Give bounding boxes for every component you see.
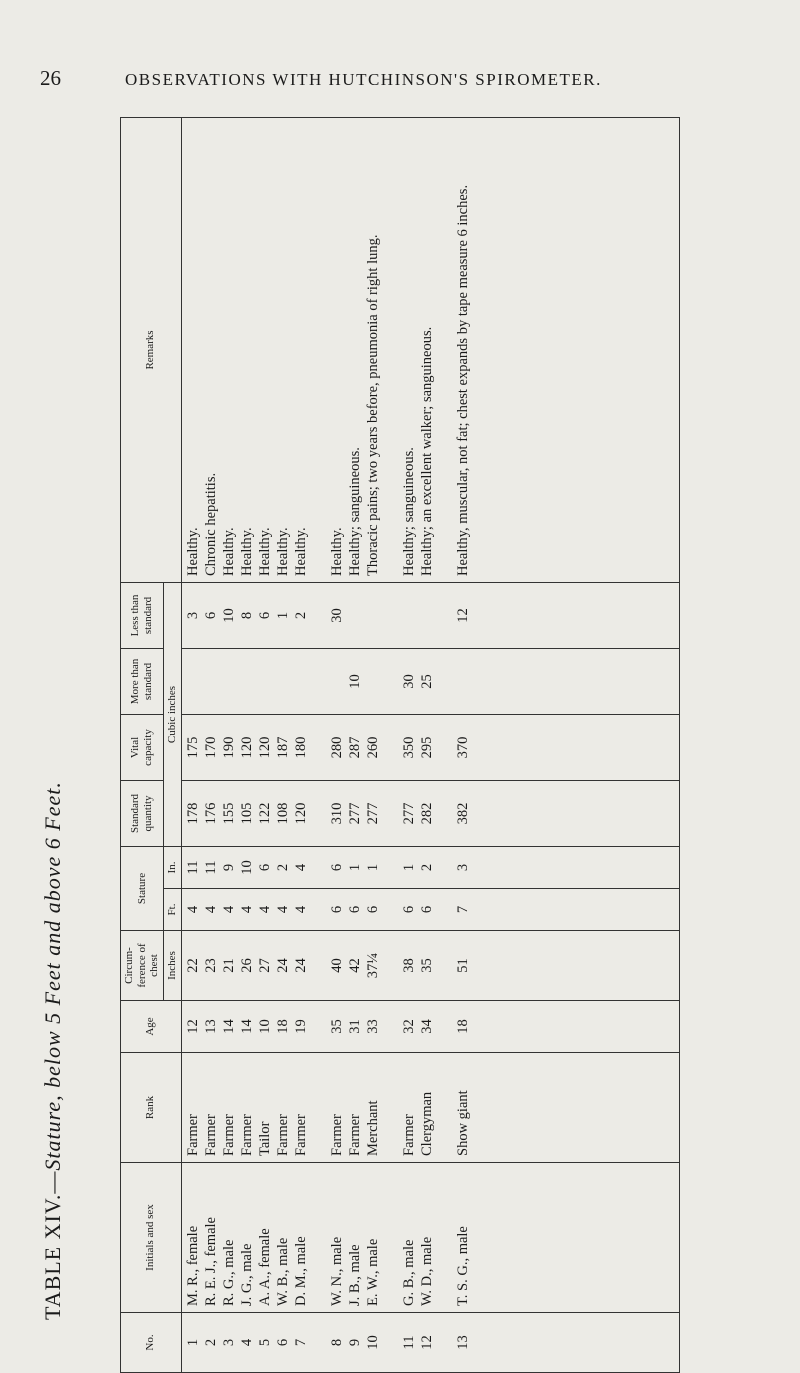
group-gap [310, 1319, 328, 1366]
cell-rank: Show giant [454, 1090, 471, 1156]
cell-more: 25 [418, 674, 435, 689]
cell-more [202, 655, 220, 708]
cell-initials: T. S. G., male [454, 1226, 471, 1306]
group-gap [382, 589, 400, 642]
cell-age: 33 [364, 1019, 381, 1034]
cell-vital: 260 [364, 736, 381, 759]
cell-more [364, 655, 382, 708]
cell-less [346, 589, 364, 642]
col-stature-in [181, 846, 679, 888]
cell-initials: D. M., male [292, 1236, 309, 1306]
cell-initials: E. W., male [364, 1238, 381, 1306]
cell-age: 12 [184, 1019, 201, 1034]
cell-standard: 382 [454, 802, 471, 825]
cell-no: 10 [364, 1335, 381, 1350]
cell-initials: R. G., male [220, 1239, 237, 1306]
cell-stature_ft: 4 [220, 905, 237, 914]
unit-inches: Inches [163, 931, 181, 1001]
cell-less: 1 [274, 611, 291, 620]
cell-less: 12 [454, 608, 471, 623]
col-age [181, 1001, 679, 1053]
cell-stature_ft: 7 [454, 905, 471, 914]
cell-standard: 282 [418, 802, 435, 825]
header-age: Age [121, 1001, 182, 1053]
header-more-than-standard: More than standard [121, 648, 164, 714]
cell-initials: R. E. J., female [202, 1217, 219, 1306]
cell-less [364, 589, 382, 642]
col-circumference [181, 931, 679, 1001]
cell-rank: Farmer [346, 1114, 363, 1156]
cell-standard: 105 [238, 802, 255, 825]
cell-stature_in: 11 [184, 860, 201, 875]
cell-stature_in: 9 [220, 863, 237, 872]
cell-stature_in: 1 [400, 863, 417, 872]
cell-standard: 277 [400, 802, 417, 825]
unit-in: In. [163, 846, 181, 888]
header-less-than-standard: Less than standard [121, 582, 164, 648]
cell-rank: Farmer [400, 1114, 417, 1156]
group-gap [310, 1169, 328, 1306]
cell-remarks: Healthy. [328, 527, 345, 576]
unit-ft: Ft. [163, 889, 181, 931]
cell-rank: Farmer [238, 1114, 255, 1156]
cell-circumference: 23 [202, 958, 219, 973]
cell-remarks: Healthy. [256, 527, 273, 576]
cell-stature_ft: 4 [238, 905, 255, 914]
cell-rank: Farmer [328, 1114, 345, 1156]
cell-less: 3 [184, 611, 201, 620]
col-stature-ft [181, 889, 679, 931]
group-gap [310, 589, 328, 642]
cell-stature_in: 2 [274, 863, 291, 872]
cell-more [274, 655, 292, 708]
col-less [181, 582, 679, 648]
cell-initials: W. B., male [274, 1237, 291, 1306]
page-header [0, 66, 800, 92]
cell-no: 3 [220, 1338, 237, 1347]
cell-less: 10 [220, 608, 237, 623]
cell-circumference: 37¼ [364, 952, 381, 979]
cell-stature_ft: 4 [274, 905, 291, 914]
cell-standard: 120 [292, 802, 309, 825]
header-initials: Initials and sex [121, 1163, 182, 1313]
group-gap [436, 787, 454, 840]
rotated-table-container [120, 118, 680, 1373]
cell-stature_in: 6 [328, 863, 345, 872]
cell-standard: 277 [346, 802, 363, 825]
cell-age: 35 [328, 1019, 345, 1034]
group-gap [436, 937, 454, 994]
cell-remarks: Healthy. [220, 527, 237, 576]
cell-rank: Farmer [220, 1114, 237, 1156]
cell-remarks: Healthy; sanguineous. [346, 447, 363, 576]
cell-age: 18 [454, 1019, 471, 1034]
table-title-text: Stature, below 5 Feet and above 6 Feet. [40, 781, 65, 1171]
header-vital-capacity: Vital capacity [121, 714, 164, 780]
cell-remarks: Healthy. [184, 527, 201, 576]
cell-circumference: 27 [256, 958, 273, 973]
group-gap [310, 1059, 328, 1156]
group-gap [436, 589, 454, 642]
group-gap [310, 655, 328, 708]
col-no [181, 1313, 679, 1373]
cell-no: 7 [292, 1338, 309, 1347]
group-gap [382, 721, 400, 774]
cell-less [418, 589, 436, 642]
cell-vital: 180 [292, 736, 309, 759]
cell-circumference: 26 [238, 958, 255, 973]
cell-initials: W. N., male [328, 1236, 345, 1306]
cell-vital: 295 [418, 736, 435, 759]
cell-remarks: Healthy; sanguineous. [400, 447, 417, 576]
cell-stature_ft: 4 [292, 905, 309, 914]
cell-rank: Farmer [292, 1114, 309, 1156]
cell-age: 13 [202, 1019, 219, 1034]
cell-no: 5 [256, 1338, 273, 1347]
group-gap [436, 895, 454, 924]
cell-standard: 108 [274, 802, 291, 825]
cell-remarks: Thoracic pains; two years before, pneumonia of right lung. [364, 234, 381, 576]
header-circumference: Circum-ference of chest [121, 931, 164, 1001]
cell-stature_in: 10 [238, 860, 255, 875]
cell-less: 30 [328, 608, 345, 623]
cell-vital: 280 [328, 736, 345, 759]
cell-vital: 175 [184, 736, 201, 759]
cell-age: 14 [220, 1019, 237, 1034]
cell-less: 6 [256, 611, 273, 620]
cell-remarks: Healthy. [292, 527, 309, 576]
group-gap [310, 895, 328, 924]
cell-initials: A. A., female [256, 1228, 273, 1306]
cell-less: 2 [292, 611, 309, 620]
cell-age: 34 [418, 1019, 435, 1034]
cell-remarks: Healthy; an excellent walker; sanguineous. [418, 326, 435, 576]
cell-stature_ft: 6 [400, 905, 417, 914]
cell-age: 31 [346, 1019, 363, 1034]
cell-stature_in: 2 [418, 863, 435, 872]
cell-vital: 350 [400, 736, 417, 759]
group-gap [382, 895, 400, 924]
unit-cubic-inches: Cubic inches [163, 582, 181, 846]
page-number: 26 [40, 66, 61, 90]
table-title [40, 781, 66, 1320]
cell-circumference: 40 [328, 958, 345, 973]
cell-less: 6 [202, 611, 219, 620]
cell-no: 4 [238, 1338, 255, 1347]
cell-more [220, 655, 238, 708]
col-standard [181, 780, 679, 846]
col-initials [181, 1163, 679, 1313]
group-gap [436, 124, 454, 576]
cell-initials: M. R., female [184, 1225, 201, 1306]
group-gap [436, 655, 454, 708]
cell-remarks: Healthy. [238, 527, 255, 576]
cell-rank: Farmer [274, 1114, 291, 1156]
cell-stature_ft: 6 [418, 905, 435, 914]
cell-circumference: 38 [400, 958, 417, 973]
col-remarks [181, 117, 679, 582]
cell-age: 10 [256, 1019, 273, 1034]
cell-no: 8 [328, 1338, 345, 1347]
cell-stature_ft: 4 [184, 905, 201, 914]
group-gap [382, 1059, 400, 1156]
cell-circumference: 24 [292, 958, 309, 973]
cell-no: 1 [184, 1338, 201, 1347]
cell-stature_ft: 6 [364, 905, 381, 914]
cell-circumference: 21 [220, 958, 237, 973]
cell-no: 12 [418, 1335, 435, 1350]
cell-rank: Tailor [256, 1121, 273, 1156]
cell-more [328, 655, 346, 708]
cell-circumference: 22 [184, 958, 201, 973]
cell-circumference: 42 [346, 958, 363, 973]
cell-remarks: Healthy, muscular, not fat; chest expands by tape measure 6 inches. [454, 184, 471, 576]
header-rank: Rank [121, 1053, 182, 1163]
cell-no: 13 [454, 1335, 471, 1350]
cell-age: 14 [238, 1019, 255, 1034]
cell-vital: 187 [274, 736, 291, 759]
cell-more: 30 [400, 674, 417, 689]
cell-circumference: 24 [274, 958, 291, 973]
cell-no: 2 [202, 1338, 219, 1347]
cell-less [400, 589, 418, 642]
cell-rank: Farmer [184, 1114, 201, 1156]
group-gap [382, 1007, 400, 1046]
group-gap [310, 1007, 328, 1046]
cell-stature_in: 1 [346, 863, 363, 872]
group-gap [382, 787, 400, 840]
col-rank [181, 1053, 679, 1163]
cell-stature_ft: 6 [346, 905, 363, 914]
cell-initials: J. G., male [238, 1243, 255, 1306]
running-title: OBSERVATIONS WITH HUTCHINSON'S SPIROMETER. [125, 70, 602, 89]
group-gap [382, 937, 400, 994]
header-no: No. [121, 1313, 182, 1373]
cell-standard: 122 [256, 802, 273, 825]
cell-vital: 120 [238, 736, 255, 759]
cell-stature_in: 1 [364, 863, 381, 872]
cell-remarks: Healthy. [274, 527, 291, 576]
group-gap [382, 655, 400, 708]
cell-stature_in: 6 [256, 863, 273, 872]
cell-no: 11 [400, 1335, 417, 1350]
cell-stature_ft: 4 [256, 905, 273, 914]
cell-more [292, 655, 310, 708]
cell-stature_in: 3 [454, 863, 471, 872]
cell-remarks: Chronic hepatitis. [202, 472, 219, 576]
table-body-row [181, 117, 679, 1372]
group-gap [436, 1007, 454, 1046]
cell-initials: G. B., male [400, 1239, 417, 1306]
cell-vital: 287 [346, 736, 363, 759]
cell-stature_ft: 4 [202, 905, 219, 914]
cell-rank: Merchant [364, 1100, 381, 1156]
group-gap [310, 937, 328, 994]
cell-vital: 370 [454, 736, 471, 759]
header-stature: Stature [121, 846, 164, 930]
group-gap [436, 853, 454, 882]
group-gap [436, 1059, 454, 1156]
cell-no: 6 [274, 1338, 291, 1347]
group-gap [436, 721, 454, 774]
cell-stature_in: 11 [202, 860, 219, 875]
group-gap [436, 1319, 454, 1366]
cell-age: 18 [274, 1019, 291, 1034]
table-title-label: TABLE XIV.— [40, 1170, 65, 1320]
cell-rank: Clergyman [418, 1091, 435, 1156]
cell-rank: Farmer [202, 1114, 219, 1156]
group-gap [310, 721, 328, 774]
cell-more [238, 655, 256, 708]
cell-more: 10 [346, 674, 363, 689]
cell-age: 32 [400, 1019, 417, 1034]
cell-age: 19 [292, 1019, 309, 1034]
cell-initials: J. B., male [346, 1244, 363, 1306]
cell-more [256, 655, 274, 708]
group-gap [310, 787, 328, 840]
group-gap [382, 853, 400, 882]
header-standard-quantity: Standard quantity [121, 780, 164, 846]
cell-vital: 170 [202, 736, 219, 759]
cell-vital: 120 [256, 736, 273, 759]
cell-standard: 155 [220, 802, 237, 825]
cell-less: 8 [238, 611, 255, 620]
cell-circumference: 51 [454, 958, 471, 973]
cell-standard: 310 [328, 802, 345, 825]
header-remarks: Remarks [121, 117, 182, 582]
cell-initials: W. D., male [418, 1236, 435, 1306]
col-more [181, 648, 679, 714]
cell-stature_in: 4 [292, 863, 309, 872]
cell-circumference: 35 [418, 958, 435, 973]
cell-vital: 190 [220, 736, 237, 759]
group-gap [382, 1169, 400, 1306]
cell-stature_ft: 6 [328, 905, 345, 914]
cell-standard: 176 [202, 802, 219, 825]
group-gap [310, 853, 328, 882]
cell-no: 9 [346, 1338, 363, 1347]
col-vital [181, 714, 679, 780]
cell-more [454, 655, 472, 708]
cell-standard: 178 [184, 802, 201, 825]
cell-more [184, 655, 202, 708]
group-gap [382, 1319, 400, 1366]
group-gap [382, 124, 400, 576]
group-gap [310, 124, 328, 576]
group-gap [436, 1169, 454, 1306]
spirometer-table [120, 117, 680, 1373]
cell-standard: 277 [364, 802, 381, 825]
